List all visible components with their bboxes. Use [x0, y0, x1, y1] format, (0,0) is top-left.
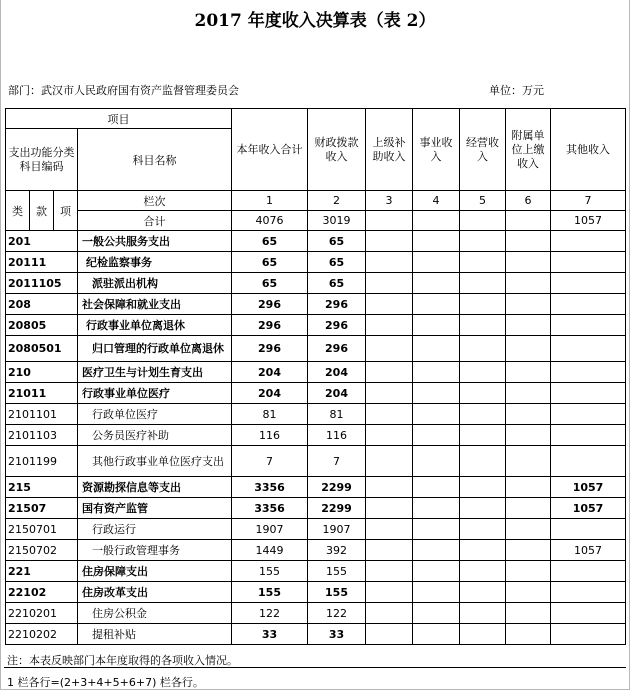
row-col5: [460, 603, 506, 624]
row-col5: [460, 315, 506, 336]
row-col3: [366, 425, 413, 446]
table-row: [6, 294, 626, 315]
row-name: 资源勘探信息等支出: [78, 477, 232, 498]
row-col3: [366, 561, 413, 582]
row-col7: [551, 273, 626, 294]
row-col5: [460, 252, 506, 273]
row-col2: 2299: [308, 498, 366, 519]
row-col2: 65: [308, 252, 366, 273]
row-col2: 65: [308, 273, 366, 294]
row-name: 派驻派出机构: [78, 273, 232, 294]
row-code: 2210201: [6, 603, 78, 624]
row-name: 其他行政事业单位医疗支出: [78, 446, 232, 477]
row-col6: [506, 624, 551, 645]
row-code: 2101103: [6, 425, 78, 446]
row-col6: [506, 446, 551, 477]
row-col7: [551, 336, 626, 362]
header-col3: 上级补助收入: [366, 109, 413, 191]
row-col5: [460, 561, 506, 582]
row-name: 一般公共服务支出: [78, 231, 232, 252]
row-col1: 296: [232, 315, 308, 336]
row-col1: 3356: [232, 477, 308, 498]
row-code: 210: [6, 362, 78, 383]
header-kuan: 款: [30, 191, 54, 231]
row-col3: [366, 477, 413, 498]
row-col1: 33: [232, 624, 308, 645]
header-col7: 其他收入: [551, 109, 626, 191]
row-col5: [460, 362, 506, 383]
total-col6: [506, 211, 551, 231]
row-col5: [460, 477, 506, 498]
row-col3: [366, 231, 413, 252]
row-col7: [551, 404, 626, 425]
row-code: 215: [6, 477, 78, 498]
row-name: 提租补贴: [78, 624, 232, 645]
row-col3: [366, 362, 413, 383]
table-row: [6, 252, 626, 273]
row-col1: 155: [232, 561, 308, 582]
row-col2: 155: [308, 582, 366, 603]
row-col6: [506, 540, 551, 561]
table-row: [6, 231, 626, 252]
row-col4: [413, 404, 460, 425]
header-col5: 经营收入: [460, 109, 506, 191]
row-col2: 392: [308, 540, 366, 561]
row-col4: [413, 231, 460, 252]
row-col1: 296: [232, 294, 308, 315]
row-code: 2101199: [6, 446, 78, 477]
row-col2: 116: [308, 425, 366, 446]
table-row: [6, 582, 626, 603]
row-col3: [366, 624, 413, 645]
row-col4: [413, 252, 460, 273]
row-code: 22102: [6, 582, 78, 603]
total-col2: 3019: [308, 211, 366, 231]
table-row: [6, 425, 626, 446]
row-name: 纪检监察事务: [78, 252, 232, 273]
row-col3: [366, 273, 413, 294]
row-col1: 65: [232, 252, 308, 273]
table-row: [6, 561, 626, 582]
row-name: 住房改革支出: [78, 582, 232, 603]
row-code: 2101101: [6, 404, 78, 425]
row-col7: 1057: [551, 498, 626, 519]
row-col3: [366, 315, 413, 336]
row-col5: [460, 540, 506, 561]
table-row: [6, 603, 626, 624]
col-number-6: 6: [506, 191, 551, 211]
row-col4: [413, 540, 460, 561]
row-col1: 3356: [232, 498, 308, 519]
header-project: 项目: [6, 109, 232, 129]
row-col1: 122: [232, 603, 308, 624]
row-col7: [551, 603, 626, 624]
row-col3: [366, 252, 413, 273]
header-lei: 类: [6, 191, 30, 231]
row-code: 2080501: [6, 336, 78, 362]
income-table: [5, 108, 626, 645]
row-col4: [413, 446, 460, 477]
col-number-1: 1: [232, 191, 308, 211]
total-col7: 1057: [551, 211, 626, 231]
row-col4: [413, 582, 460, 603]
header-lanci: 栏次: [78, 191, 232, 211]
row-code: 221: [6, 561, 78, 582]
row-col5: [460, 446, 506, 477]
total-col3: [366, 211, 413, 231]
row-col1: 81: [232, 404, 308, 425]
row-code: 20111: [6, 252, 78, 273]
row-code: 21507: [6, 498, 78, 519]
row-col6: [506, 362, 551, 383]
row-name: 国有资产监管: [78, 498, 232, 519]
row-col4: [413, 425, 460, 446]
row-col3: [366, 404, 413, 425]
row-col2: 1907: [308, 519, 366, 540]
table-row: [6, 446, 626, 477]
row-col2: 7: [308, 446, 366, 477]
row-col7: 1057: [551, 477, 626, 498]
row-name: 住房公积金: [78, 603, 232, 624]
row-name: 社会保障和就业支出: [78, 294, 232, 315]
row-col2: 2299: [308, 477, 366, 498]
row-col2: 65: [308, 231, 366, 252]
row-col1: 65: [232, 273, 308, 294]
row-col1: 65: [232, 231, 308, 252]
row-col6: [506, 519, 551, 540]
table-row: [6, 336, 626, 362]
header-subject-name: 科目名称: [78, 129, 232, 191]
row-col6: [506, 336, 551, 362]
page-title: 2017 年度收入决算表（表 2）: [194, 11, 436, 31]
row-name: 医疗卫生与计划生育支出: [78, 362, 232, 383]
row-col4: [413, 624, 460, 645]
row-col7: [551, 582, 626, 603]
row-col5: [460, 624, 506, 645]
row-col6: [506, 231, 551, 252]
row-col4: [413, 477, 460, 498]
row-col2: 155: [308, 561, 366, 582]
total-col1: 4076: [232, 211, 308, 231]
row-code: 201: [6, 231, 78, 252]
header-col4: 事业收入: [413, 109, 460, 191]
row-col2: 81: [308, 404, 366, 425]
row-name: 行政单位医疗: [78, 404, 232, 425]
row-col6: [506, 498, 551, 519]
col-number-4: 4: [413, 191, 460, 211]
row-code: 21011: [6, 383, 78, 404]
row-col6: [506, 582, 551, 603]
table-row: [6, 362, 626, 383]
row-col2: 296: [308, 336, 366, 362]
row-col1: 7: [232, 446, 308, 477]
row-col4: [413, 519, 460, 540]
row-col7: [551, 561, 626, 582]
row-code: 2210202: [6, 624, 78, 645]
row-col4: [413, 315, 460, 336]
row-col5: [460, 582, 506, 603]
row-col3: [366, 446, 413, 477]
row-col5: [460, 336, 506, 362]
row-col3: [366, 294, 413, 315]
row-name: 行政事业单位医疗: [78, 383, 232, 404]
row-code: 2011105: [6, 273, 78, 294]
row-name: 归口管理的行政单位离退休: [78, 336, 232, 362]
header-col6: 附属单位上缴收入: [506, 109, 551, 191]
row-col2: 122: [308, 603, 366, 624]
row-col5: [460, 425, 506, 446]
row-col3: [366, 519, 413, 540]
total-col4: [413, 211, 460, 231]
total-col5: [460, 211, 506, 231]
department-label: 部门：武汉市人民政府国有资产监督管理委员会: [8, 84, 239, 97]
row-col5: [460, 383, 506, 404]
note-line-1: 注：本表反映部门本年度取得的各项收入情况。: [7, 654, 238, 667]
row-col1: 204: [232, 362, 308, 383]
header-func-code: 支出功能分类科目编码: [6, 129, 78, 191]
note-line-2: 1 栏各行=(2+3+4+5+6+7) 栏各行。: [7, 676, 204, 689]
row-col5: [460, 273, 506, 294]
row-col6: [506, 425, 551, 446]
table-row: [6, 498, 626, 519]
row-col4: [413, 561, 460, 582]
row-col4: [413, 383, 460, 404]
table-row: [6, 519, 626, 540]
row-col6: [506, 315, 551, 336]
table-row: [6, 315, 626, 336]
row-col6: [506, 383, 551, 404]
row-code: 2150702: [6, 540, 78, 561]
table-row: [6, 404, 626, 425]
row-col7: 1057: [551, 540, 626, 561]
row-col6: [506, 252, 551, 273]
row-name: 公务员医疗补助: [78, 425, 232, 446]
col-number-2: 2: [308, 191, 366, 211]
table-row: [6, 624, 626, 645]
row-col4: [413, 498, 460, 519]
row-col6: [506, 477, 551, 498]
row-col1: 296: [232, 336, 308, 362]
table-row: [6, 477, 626, 498]
row-col4: [413, 603, 460, 624]
unit-label: 单位：万元: [489, 84, 544, 97]
row-name: 行政事业单位离退休: [78, 315, 232, 336]
col-number-3: 3: [366, 191, 413, 211]
total-label: 合计: [78, 211, 232, 231]
col-number-5: 5: [460, 191, 506, 211]
row-code: 2150701: [6, 519, 78, 540]
col-number-7: 7: [551, 191, 626, 211]
table-row: [6, 383, 626, 404]
row-col1: 204: [232, 383, 308, 404]
table-row: [6, 540, 626, 561]
row-col7: [551, 294, 626, 315]
row-col3: [366, 383, 413, 404]
row-col3: [366, 582, 413, 603]
row-col7: [551, 315, 626, 336]
row-col7: [551, 231, 626, 252]
header-col2: 财政拨款收入: [308, 109, 366, 191]
row-col4: [413, 273, 460, 294]
row-col3: [366, 540, 413, 561]
row-col5: [460, 294, 506, 315]
row-col1: 155: [232, 582, 308, 603]
row-code: 208: [6, 294, 78, 315]
row-col6: [506, 273, 551, 294]
header-col1: 本年收入合计: [232, 109, 308, 191]
row-col3: [366, 336, 413, 362]
row-col6: [506, 404, 551, 425]
row-col5: [460, 231, 506, 252]
row-col7: [551, 362, 626, 383]
row-col5: [460, 519, 506, 540]
row-col3: [366, 603, 413, 624]
row-col7: [551, 383, 626, 404]
row-col5: [460, 498, 506, 519]
row-col1: 1449: [232, 540, 308, 561]
row-col5: [460, 404, 506, 425]
row-col1: 1907: [232, 519, 308, 540]
row-col2: 296: [308, 315, 366, 336]
row-col7: [551, 519, 626, 540]
row-col7: [551, 446, 626, 477]
row-col7: [551, 624, 626, 645]
row-col4: [413, 362, 460, 383]
table-row: [6, 273, 626, 294]
row-name: 住房保障支出: [78, 561, 232, 582]
row-name: 一般行政管理事务: [78, 540, 232, 561]
header-xiang: 项: [54, 191, 78, 231]
row-col6: [506, 561, 551, 582]
row-name: 行政运行: [78, 519, 232, 540]
row-col6: [506, 603, 551, 624]
row-col6: [506, 294, 551, 315]
row-col3: [366, 498, 413, 519]
row-code: 20805: [6, 315, 78, 336]
row-col2: 204: [308, 383, 366, 404]
row-col7: [551, 425, 626, 446]
row-col7: [551, 252, 626, 273]
divider: [4, 667, 626, 668]
row-col4: [413, 336, 460, 362]
row-col2: 33: [308, 624, 366, 645]
row-col4: [413, 294, 460, 315]
row-col2: 204: [308, 362, 366, 383]
row-col1: 116: [232, 425, 308, 446]
row-col2: 296: [308, 294, 366, 315]
